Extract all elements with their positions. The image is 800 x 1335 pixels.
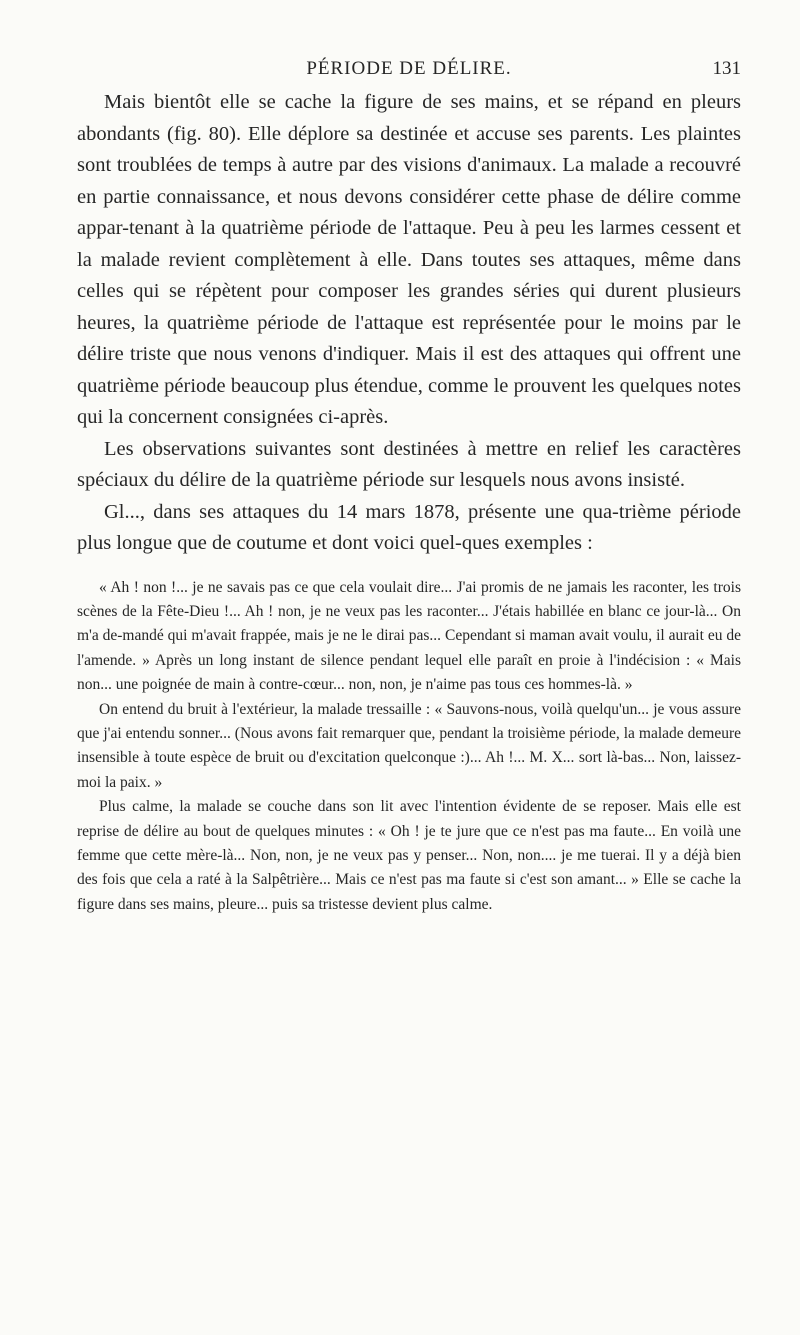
quote-paragraph: « Ah ! non !... je ne savais pas ce que cela voulait dire... J'ai promis de ne jamais les raconter, les trois scènes de la Fête-Dieu !... Ah ! non, je ne veux pas les raconter... J'étais habillée en blanc ce jour-là... On m'a de-mandé qui m'avait frappée, mais je ne le dirai pas... Cependant si maman avait voulu, il aurait eu de l'amende. » Après un long instant de silence pendant lequel elle paraît en proie à l'indécision : « Mais non... une poignée de main à contre-cœur... non, non, je n'aime pas tous ces hommes-là. » — [77, 578, 741, 694]
running-title: PÉRIODE DE DÉLIRE. — [306, 58, 512, 79]
paragraph: Mais bientôt elle se cache la figure de ses mains, et se répand en pleurs abondants (fig. 80). Elle déplore sa destinée et accuse ses parents. Les plaintes sont troublées de temps à autre par des visions d'animaux. La malade a recouvré en partie connaissance, et nous devons considérer cette phase de délire comme appar-tenant à la quatrième période de l'attaque. Peu à peu les larmes cessent et la malade revient complètement à elle. Dans toutes ses attaques, même dans celles qui se répètent pour composer les grandes séries qui durent plusieurs heures, la quatrième période de l'attaque est représentée pour le moins par le délire triste que nous venons d'indiquer. Mais il est des attaques qui offrent une quatrième période beaucoup plus étendue, comme le prouvent les quelques notes qui la concernent consignées ci-après. — [77, 91, 741, 428]
paragraph: Les observations suivantes sont destinées à mettre en relief les caractères spéciaux du délire de la quatrième période sur lesquels nous avons insisté. — [77, 437, 741, 491]
body-text — [77, 87, 741, 917]
quote-paragraph: Plus calme, la malade se couche dans son lit avec l'intention évidente de se reposer. Mais elle est reprise de délire au bout de quelques minutes : « Oh ! je te jure que ce n'est pas ma faute... En voilà une femme que cette mère-là... Non, non, je ne veux pas y penser... Non, non.... je me tuerai. Il y a déjà bien des fois que cela a raté à la Salpêtrière... Mais ce n'est pas ma faute si c'est son amant... » Elle se cache la figure dans ses mains, pleure... puis sa tristesse devient plus calme. — [77, 798, 741, 913]
paragraph: Gl..., dans ses attaques du 14 mars 1878, présente une qua-trième période plus longue que de coutume et dont voici quel-ques exemples : — [77, 500, 741, 554]
quoted-observations — [77, 576, 741, 918]
page-number: 131 — [712, 58, 741, 79]
quote-paragraph: On entend du bruit à l'extérieur, la malade tressaille : « Sauvons-nous, voilà quelqu'un... je vous assure que j'ai entendu sonner... (Nous avons fait remarquer que, pendant la troisième période, la malade demeure insensible à toute espèce de bruit ou d'excitation quelconque :)... Ah !... M. X... sort là-bas... Non, laissez-moi la paix. » — [77, 700, 741, 791]
page-header — [77, 58, 741, 82]
